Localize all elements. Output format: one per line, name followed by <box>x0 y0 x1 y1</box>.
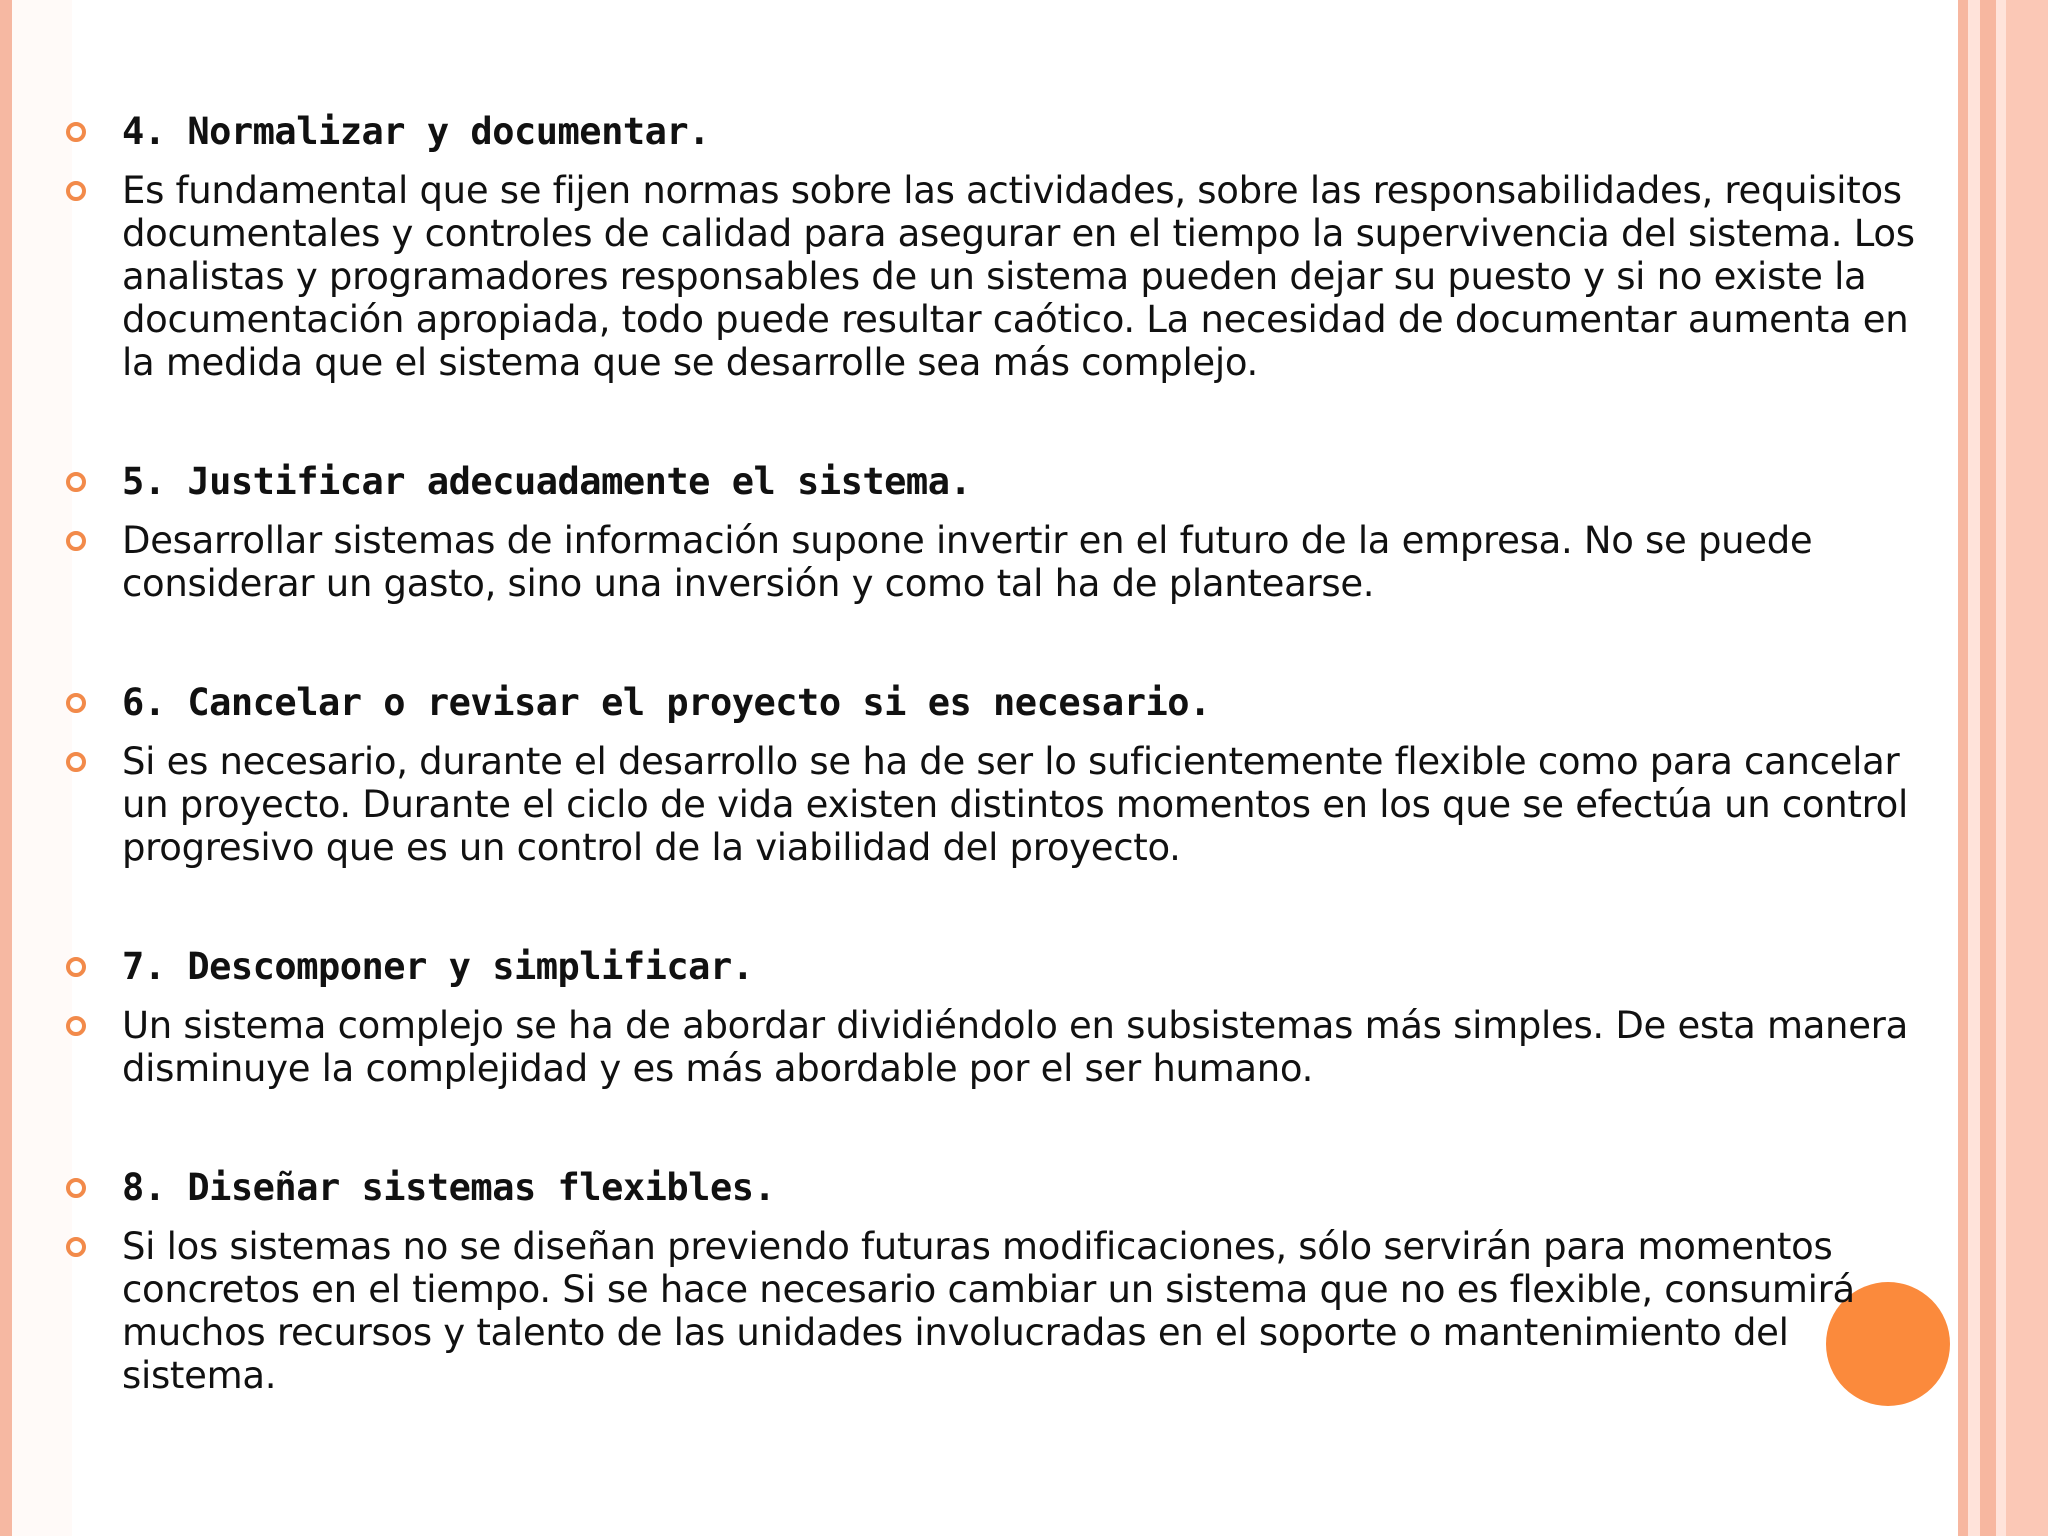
bullet-icon <box>66 531 86 551</box>
section-body <box>60 519 1950 605</box>
right-border-stripe <box>1996 0 2006 1536</box>
section-body <box>60 1004 1950 1090</box>
bullet-icon <box>66 1016 86 1036</box>
heading-text: 7. Descomponer y simplificar. <box>122 945 754 988</box>
body-text: Si es necesario, durante el desarrollo se ha de ser lo suficientemente flexible como para cancelar un proyecto. Durante el ciclo de vida existen distintos momentos en los que se efectúa un control progresivo que es un control de la viabilidad del proyecto. <box>122 740 1908 869</box>
section-body <box>60 169 1950 384</box>
section-heading <box>60 945 1950 988</box>
body-text: Desarrollar sistemas de información supone invertir en el futuro de la empresa. No se puede considerar un gasto, sino una inversión y como tal ha de plantearse. <box>122 519 1813 605</box>
section-heading <box>60 460 1950 503</box>
bullet-icon <box>66 472 86 492</box>
bullet-icon <box>66 957 86 977</box>
heading-text: 6. Cancelar o revisar el proyecto si es necesario. <box>122 681 1211 724</box>
section-body <box>60 1225 1950 1397</box>
body-text: Si los sistemas no se diseñan previendo futuras modificaciones, sólo servirán para momentos concretos en el tiempo. Si se hace necesario cambiar un sistema que no es flexible, consumirá muchos recursos y talento de las unidades involucradas en el soporte o mantenimiento del sistema. <box>122 1225 1855 1397</box>
right-border-stripe <box>1968 0 1980 1536</box>
section-heading <box>60 110 1950 153</box>
heading-text: 5. Justificar adecuadamente el sistema. <box>122 460 972 503</box>
bullet-icon <box>66 122 86 142</box>
slide-content <box>60 110 1950 1473</box>
heading-text: 8. Diseñar sistemas flexibles. <box>122 1166 776 1209</box>
section-heading <box>60 681 1950 724</box>
bullet-icon <box>66 1178 86 1198</box>
bullet-icon <box>66 693 86 713</box>
left-border-stripe <box>0 0 12 1536</box>
right-border-stripe <box>2006 0 2048 1536</box>
right-border-stripe <box>1958 0 1968 1536</box>
section-heading <box>60 1166 1950 1209</box>
bullet-icon <box>66 181 86 201</box>
section-body <box>60 740 1950 869</box>
bullet-icon <box>66 752 86 772</box>
heading-text: 4. Normalizar y documentar. <box>122 110 710 153</box>
right-border-stripe <box>1980 0 1996 1536</box>
body-text: Un sistema complejo se ha de abordar dividiéndolo en subsistemas más simples. De esta manera disminuye la complejidad y es más abordable por el ser humano. <box>122 1004 1908 1090</box>
body-text: Es fundamental que se fijen normas sobre las actividades, sobre las responsabilidades, requisitos documentales y controles de calidad para asegurar en el tiempo la supervivencia del sistema. Los analistas y programadores responsables de un sistema pueden dejar su puesto y si no existe la documentación apropiada, todo puede resultar caótico. La necesidad de documentar aumenta en la medida que el sistema que se desarrolle sea más complejo. <box>122 169 1915 384</box>
bullet-icon <box>66 1237 86 1257</box>
